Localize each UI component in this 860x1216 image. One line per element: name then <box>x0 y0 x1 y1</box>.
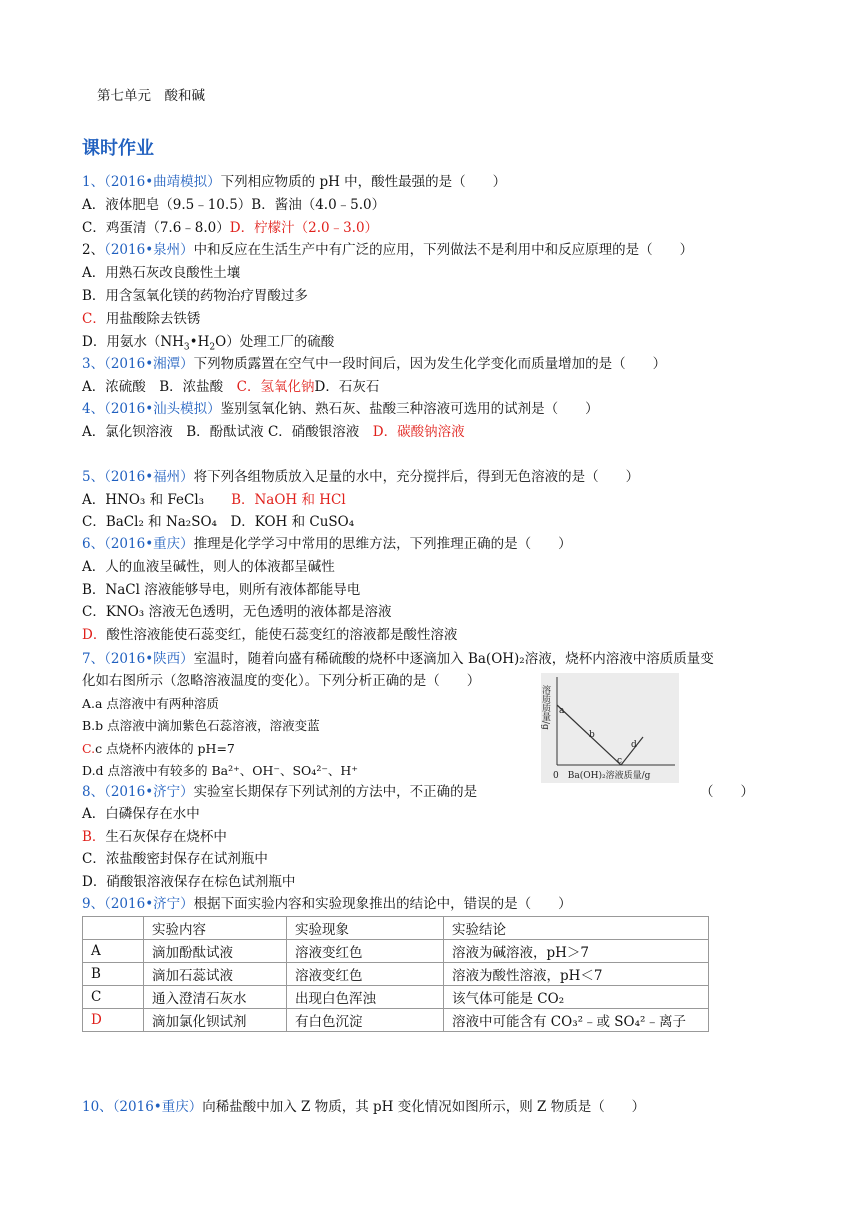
q6-option-c: C．KNO₃ 溶液无色透明，无色透明的液体都是溶液 <box>82 604 392 620</box>
q9-table <box>82 916 709 1032</box>
table-cell: 该气体可能是 CO₂ <box>444 986 709 1009</box>
table-header: 实验结论 <box>444 917 709 940</box>
solute-mass-figure <box>541 673 679 783</box>
table-cell: A <box>83 940 144 963</box>
table-row <box>83 986 709 1009</box>
question-9: 9、（2016•济宁）根据下面实验内容和实验现象推出的结论中，错误的是（ ） <box>82 896 572 912</box>
table-row <box>83 940 709 963</box>
question-10: 10、（2016•重庆）向稀盐酸中加入 Z 物质，其 pH 变化情况如图所示，则 Z 物质是（ ） <box>82 1099 646 1115</box>
q6-option-a: A．人的血液呈碱性，则人的体液都呈碱性 <box>82 559 335 575</box>
q8-option-a: A．白磷保存在水中 <box>82 806 200 822</box>
figure-xlabel: 0 Ba(OH)₂溶液质量/g <box>553 771 651 781</box>
q7-option-a: A.a 点溶液中有两种溶质 <box>82 696 219 711</box>
q2-option-c: C．用盐酸除去铁锈 <box>82 311 201 327</box>
point-c: c <box>617 756 623 766</box>
q7-option-d: D.d 点溶液中有较多的 Ba²⁺、OH⁻、SO₄²⁻、H⁺ <box>82 763 358 778</box>
table-cell: 滴加石蕊试液 <box>144 963 287 986</box>
question-7-cont: 化如右图所示（忽略溶液温度的变化）。下列分析正确的是（ ） <box>82 673 481 689</box>
table-row <box>83 963 709 986</box>
table-header <box>83 917 144 940</box>
question-8: 8、（2016•济宁）实验室长期保存下列试剂的方法中，不正确的是 <box>82 784 478 800</box>
table-cell: D <box>83 1009 144 1032</box>
question-4: 4、（2016•汕头模拟）鉴别氢氧化钠、熟石灰、盐酸三种溶液可选用的试剂是（ ） <box>82 401 599 417</box>
q4-options: A．氯化钡溶液 B．酚酞试液 C．硝酸银溶液 D．碳酸钠溶液 <box>82 424 465 440</box>
q8-option-b: B．生石灰保存在烧杯中 <box>82 829 227 845</box>
question-6: 6、（2016•重庆）推理是化学学习中常用的思维方法，下列推理正确的是（ ） <box>82 536 572 552</box>
q1-option-cd: C．鸡蛋清（7.6﹣8.0）D．柠檬汁（2.0﹣3.0） <box>82 220 379 236</box>
table-cell: C <box>83 986 144 1009</box>
unit-title: 第七单元 酸和碱 <box>97 88 205 104</box>
table-row <box>83 1009 709 1032</box>
q2-option-d: D．用氨水$(NH_3•H_2O)$处理工厂的硫酸 <box>82 334 335 353</box>
table-cell: 溶液变红色 <box>287 963 444 986</box>
section-title: 课时作业 <box>82 138 154 159</box>
table-cell: 有白色沉淀 <box>287 1009 444 1032</box>
question-2: 2、（2016•泉州）中和反应在生活生产中有广泛的应用，下列做法不是利用中和反应原理的是（ ） <box>82 242 694 258</box>
table-cell: 通入澄清石灰水 <box>144 986 287 1009</box>
point-b: b <box>589 730 595 740</box>
q8-paren: （ ） <box>700 784 754 800</box>
q2-option-a: A．用熟石灰改良酸性土壤 <box>82 265 241 281</box>
question-1: 1、（2016•曲靖模拟）下列相应物质的 pH 中，酸性最强的是（ ） <box>82 174 507 190</box>
table-cell: 滴加氯化钡试剂 <box>144 1009 287 1032</box>
point-a: a <box>559 706 565 716</box>
table-header: 实验内容 <box>144 917 287 940</box>
figure-ylabel: 溶质质量/g <box>541 685 550 730</box>
table-cell: 滴加酚酞试液 <box>144 940 287 963</box>
q8-option-c: C．浓盐酸密封保存在试剂瓶中 <box>82 851 268 867</box>
point-d: d <box>631 740 637 750</box>
q7-option-c: C.c 点烧杯内液体的 pH=7 <box>82 741 235 756</box>
table-cell: 溶液为酸性溶液，pH＜7 <box>444 963 709 986</box>
q7-option-b: B.b 点溶液中滴加紫色石蕊溶液，溶液变蓝 <box>82 718 320 733</box>
q1-option-ab: A．液体肥皂（9.5﹣10.5）B．酱油（4.0﹣5.0） <box>82 197 386 213</box>
q3-options: A．浓硫酸 B．浓盐酸 C．氢氧化钠D．石灰石 <box>82 379 380 395</box>
q5-options-cd: C．BaCl₂ 和 Na₂SO₄ D．KOH 和 CuSO₄ <box>82 514 355 530</box>
table-cell: 溶液中可能含有 CO₃²﹣或 SO₄²﹣离子 <box>444 1009 709 1032</box>
question-5: 5、（2016•福州）将下列各组物质放入足量的水中，充分搅拌后，得到无色溶液的是（ ） <box>82 469 640 485</box>
table-cell: 溶液变红色 <box>287 940 444 963</box>
question-3: 3、（2016•湘潭）下列物质露置在空气中一段时间后，因为发生化学变化而质量增加的是（ ） <box>82 356 667 372</box>
q5-options-ab: A．HNO₃ 和 FeCl₃ B．NaOH 和 HCl <box>82 492 346 508</box>
table-cell: 出现白色浑浊 <box>287 986 444 1009</box>
q6-option-b: B．NaCl 溶液能够导电，则所有液体都能导电 <box>82 582 361 598</box>
question-7: 7、（2016•陕西）室温时，随着向盛有稀硫酸的烧杯中逐滴加入 Ba(OH)₂溶液，烧杯内溶液中溶质质量变 <box>82 651 714 667</box>
q8-option-d: D．硝酸银溶液保存在棕色试剂瓶中 <box>82 874 296 890</box>
table-header-row <box>83 917 709 940</box>
table-cell: 溶液为碱溶液，pH＞7 <box>444 940 709 963</box>
table-cell: B <box>83 963 144 986</box>
q6-option-d: D．酸性溶液能使石蕊变红，能使石蕊变红的溶液都是酸性溶液 <box>82 627 458 643</box>
table-header: 实验现象 <box>287 917 444 940</box>
q2-option-b: B．用含氢氧化镁的药物治疗胃酸过多 <box>82 288 308 304</box>
